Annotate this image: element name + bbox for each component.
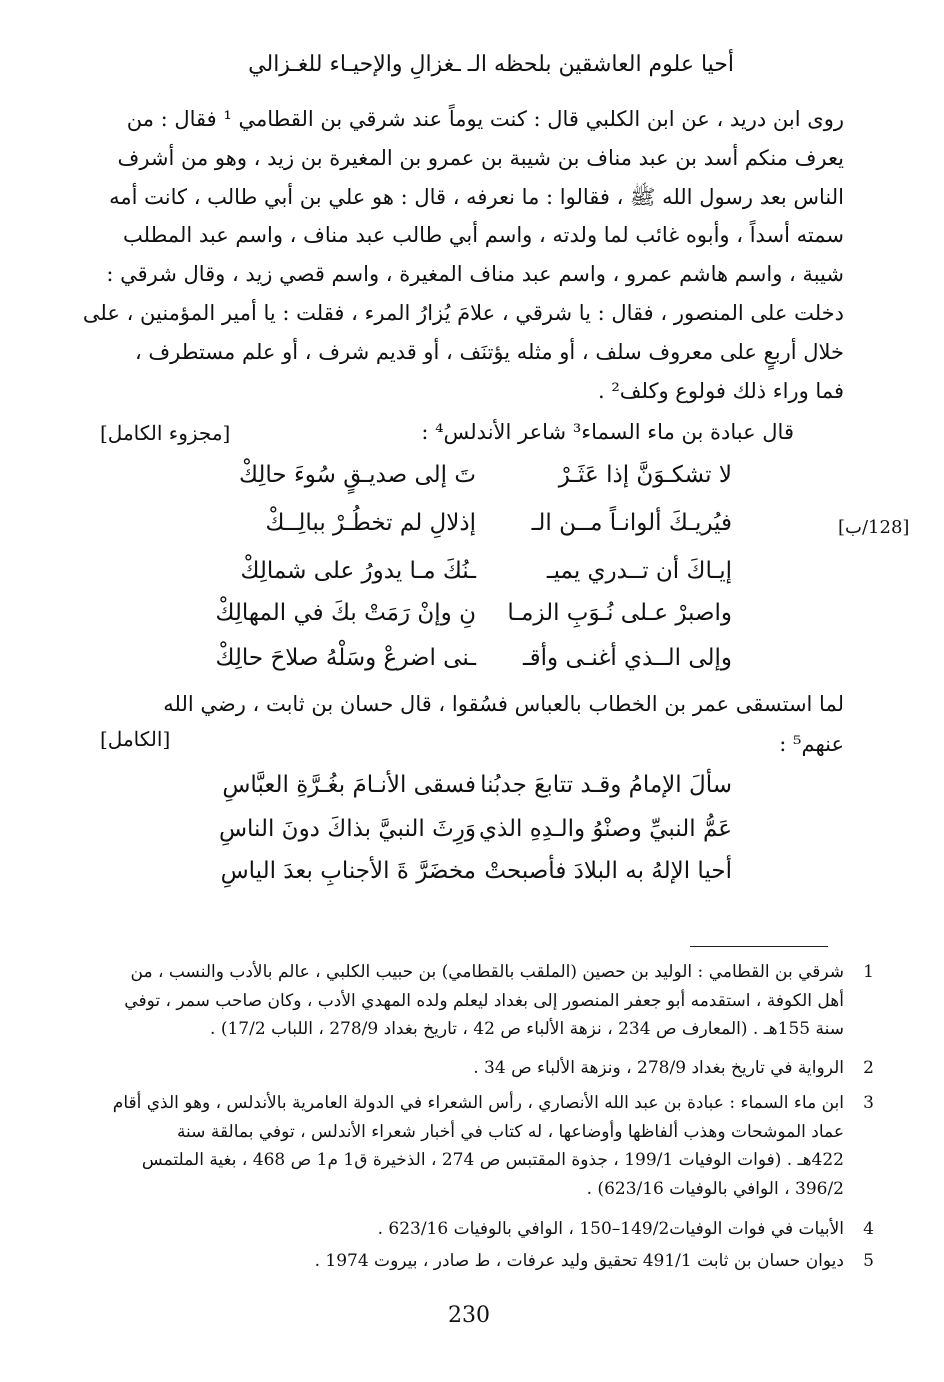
paragraph-line: سمته أسداً ، وأبوه غائب لما ولدته ، واسم أبي طالب عبد مناف ، واسم عبد المطلب [123, 223, 844, 248]
poem2-meter: [الكامل] [100, 727, 171, 751]
verse-ajuz: وَرِثَ النبيَّ بذاكَ دونَ الناسِ [218, 816, 476, 842]
poem1-intro: قال عبادة بن ماء السماء³ شاعر الأندلس⁴ : [421, 420, 794, 444]
footnote-line: الرواية في تاريخ بغداد 278/9 ، ونزهة الألباء ص 34 . [473, 1058, 844, 1078]
footnote-line: عماد الموشحات وهذب ألفاظها وأوضاعها ، له كتاب في أخبار شعراء الأندلس ، توفي بمالقة سنة [176, 1121, 844, 1142]
footnote-separator [690, 946, 828, 947]
footnote-line: 422هـ . (فوات الوفيات 199/1 ، جذوة المقتبس ص 274 ، الذخيرة ق1 م1 ص 468 ، بغية الملتمس [141, 1150, 844, 1170]
verse-sadr: عَمُّ النبيِّ وصنْوُ والـدِهِ الذي [478, 816, 732, 842]
poem2-intro-line: عنهم⁵ : [779, 732, 844, 756]
verse-ajuz: تَ إلى صديـقٍ سُوءَ حالِكْ [239, 462, 476, 488]
page-number: 230 [448, 1303, 490, 1328]
footnote-line: ابن ماء السماء : عبادة بن عبد الله الأنصاري ، رأس الشعراء في الدولة العامرية بالأندلس ، وهو الذي أقام [112, 1093, 844, 1113]
verse-ajuz: فسقى الأنـامَ بغُـرَّةِ العبَّاسِ [222, 772, 476, 798]
paragraph-line: فما وراء ذلك فولوع وكلف² . [598, 378, 844, 403]
footnote-number: 4 [863, 1219, 874, 1239]
manuscript-folio-note: [128/ب] [838, 517, 910, 538]
poem1-meter: [مجزوء الكامل] [100, 421, 231, 445]
poem2-intro-line: لما استسقى عمر بن الخطاب بالعباس فسُقوا ، قال حسان بن ثابت ، رضي الله [163, 692, 844, 716]
paragraph-line: الناس بعد رسول الله ﷺ ، فقالوا : ما نعرفه ، قال : هو علي بن أبي طالب ، كانت أمه [109, 184, 844, 209]
footnote-number: 5 [863, 1251, 874, 1271]
footnote-number: 3 [863, 1093, 874, 1113]
footnote-number: 1 [863, 962, 874, 982]
paragraph-line: روى ابن دريد ، عن ابن الكلبي قال : كنت يوماً عند شرقي بن القطامي ¹ فقال : من [126, 107, 844, 131]
footnote [129, 1215, 874, 1244]
verse-ajuz: إذلالِ لم تخطُـرْ ببالِــكْ [265, 510, 476, 536]
footnote-line: أهل الكوفة ، استقدمه أبو جعفر المنصور إلى بغداد ليعلم ولده المهدي الأدب ، وكان صاحب سمر ، توفي [124, 990, 844, 1011]
footnote-line: الأبيات في فوات الوفيات149/2–150 ، الوافي بالوفيات 623/16 . [377, 1219, 844, 1239]
verse-ajuz: مخضَرَّ ةَ الأجنابِ بعدَ الياسِ [220, 858, 476, 884]
footnote-line: 396/2 ، الوافي بالوفيات 623/16) . [586, 1178, 844, 1199]
verse-ajuz: ـنى اضرعْ وسَلْهُ صلاحَ حالِكْ [215, 645, 476, 671]
footnote-number: 2 [863, 1058, 874, 1078]
footnote [129, 1054, 874, 1083]
footnote-line: شرقي بن القطامي : الوليد بن حصين (الملقب بالقطامي) بن حبيب الكلبي ، عالم بالأدب والنسب ، من [130, 962, 844, 982]
verse-sadr: إيـاكَ أن تــدري يميـ [546, 558, 732, 584]
verse-sadr: وإلى الــذي أغنـى وأقـ [522, 645, 732, 671]
verse-ajuz: ـنُكَ مـا يدورُ على شمالِكْ [240, 558, 476, 584]
paragraph-line: خلال أربعٍ على معروف سلف ، أو مثله يؤتنَف ، أو قديم شرف ، أو علم مستطرف ، [134, 339, 844, 364]
footnote [112, 1089, 874, 1203]
verse-sadr: فيُريـكَ ألوانـاً مــن الـ [531, 510, 732, 536]
verse-sadr: سألَ الإمامُ وقـد تتابعَ جدبُنا [480, 772, 732, 798]
paragraph-line: شيبة ، واسم هاشم عمرو ، واسم عبد مناف المغيرة ، واسم قصي زيد ، وقال شرقي : [106, 262, 844, 287]
footnote [129, 1247, 874, 1276]
footnote [124, 958, 874, 1044]
intro-paragraph [82, 100, 844, 410]
verse-sadr: لا تشكـوَنَّ إذا عَثَـرْ [558, 462, 732, 488]
verse-ajuz: نِ وإنْ رَمَتْ بكَ في المهالِكْ [215, 600, 476, 626]
verse-sadr: أحيا الإلهُ به البلادَ فأصبحتْ [484, 858, 732, 884]
running-header: أحيا علوم العاشقين بلحظه الـ ـغزالِ والإحيـاء للغـزالي [248, 52, 734, 77]
footnote-line: ديوان حسان بن ثابت 491/1 تحقيق وليد عرفات ، ط صادر ، بيروت 1974 . [314, 1251, 844, 1271]
paragraph-line: يعرف منكم أسد بن عبد مناف بن شيبة بن عمرو بن المغيرة بن زيد ، وهو من أشرف [117, 145, 844, 170]
footnote-line: سنة 155هـ . (المعارف ص 234 ، نزهة الألباء ص 42 ، تاريخ بغداد 278/9 ، اللباب 17/2) . [210, 1019, 844, 1039]
paragraph-line: دخلت على المنصور ، فقال : يا شرقي ، علامَ يُزارُ المرء ، فقلت : يا أمير المؤمنين ، على [82, 300, 844, 325]
verse-sadr: واصبرْ عـلى نُـوَبِ الزمـا [507, 600, 732, 626]
